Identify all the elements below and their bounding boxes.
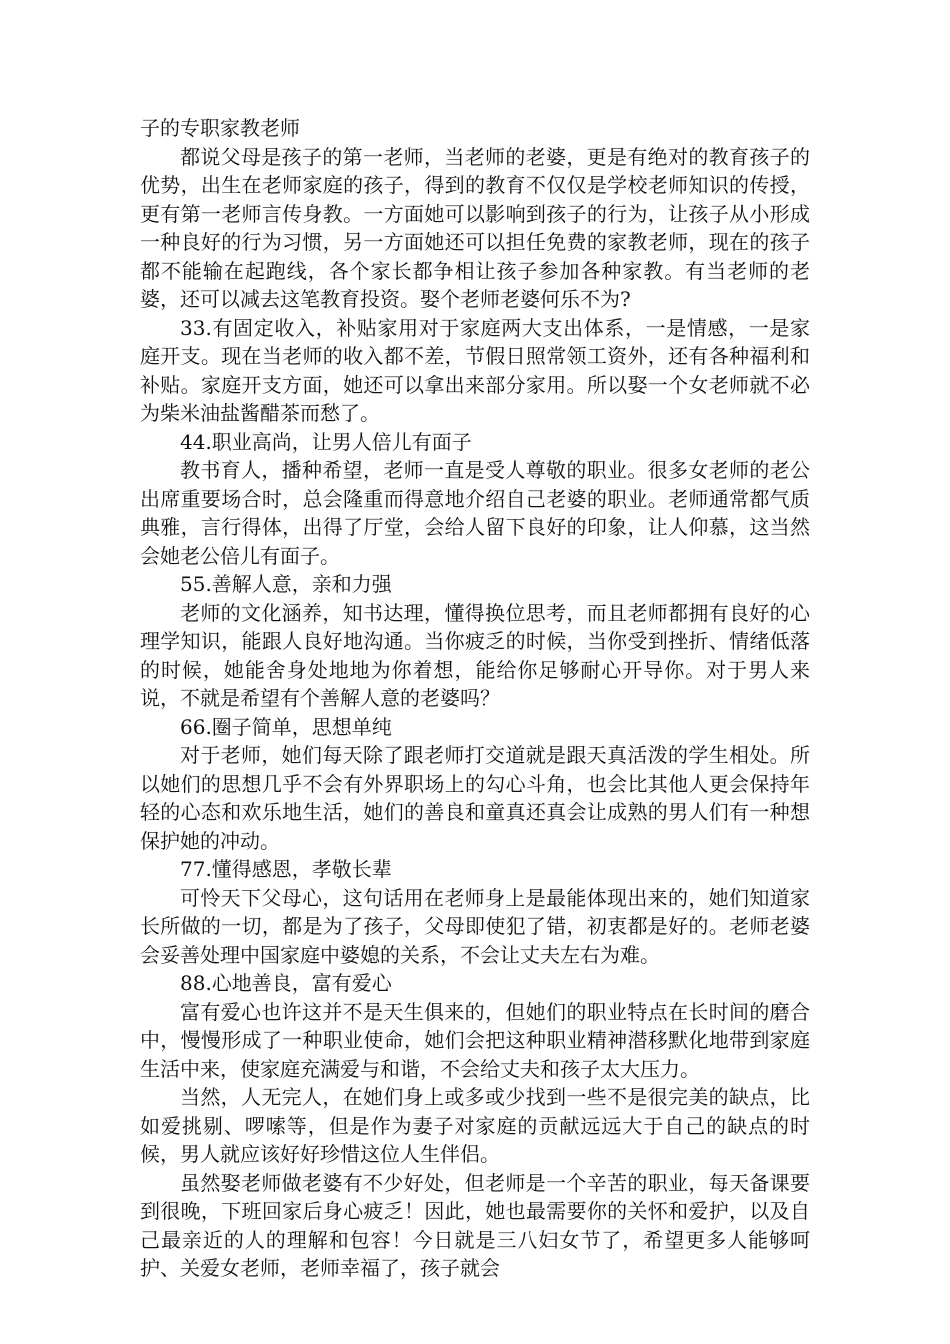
paragraph-8: 对于老师，她们每天除了跟老师打交道就是跟天真活泼的学生相处。所以她们的思想几乎不会有外界职场上的勾心斗角，也会比其他人更会保持年轻的心态和欢乐地生活，她们的善良和童真还真会让成熟的男人们有一种想保护她的冲动。 [140,743,810,853]
section-heading-6: 66.圈子简单，思想单纯 [180,714,392,739]
paragraph-0: 子的专职家教老师 [140,116,300,140]
paragraph-13: 当然，人无完人，在她们身上或多或少找到一些不是很完美的缺点，比如爱挑剔、啰嗦等，但是作为妻子对家庭的贡献远远大于自己的缺点的时候，男人就应该好好珍惜这位人生伴侣。 [140,1085,810,1166]
section-heading-8: 88.心地善良，富有爱心 [180,971,392,995]
paragraph-4: 教书育人，播种希望，老师一直是受人尊敬的职业。很多女老师的老公出席重要场合时，总会隆重而得意地介绍自己老婆的职业。老师通常都气质典雅，言行得体，出得了厅堂，会给人留下良好的印象，让人仰慕，这当然会她老公倍儿有面子。 [140,458,810,568]
paragraph-14: 虽然娶老师做老婆有不少好处，但老师是一个辛苦的职业，每天备课要到很晚，下班回家后身心疲乏！因此，她也最需要你的关怀和爱护，以及自己最亲近的人的理解和包容！今日就是三八妇女节了，希望更多人能够呵护、关爱女老师，老师幸福了，孩子就会 [140,1170,810,1280]
section-heading-5: 55.善解人意，亲和力强 [180,572,392,596]
paragraph-10: 可怜天下父母心，这句话用在老师身上是最能体现出来的，她们知道家长所做的一切，都是为了孩子，父母即使犯了错，初衷都是好的。老师老婆会妥善处理中国家庭中婆媳的关系，不会让丈夫左右为难。 [140,885,810,967]
paragraph-1: 都说父母是孩子的第一老师，当老师的老婆，更是有绝对的教育孩子的优势，出生在老师家庭的孩子，得到的教育不仅仅是学校老师知识的传授，更有第一老师言传身教。一方面她可以影响到孩子的行为，让孩子从小形成一种良好的行为习惯，另一方面她还可以担任免费的家教老师，现在的孩子都不能输在起跑线，各个家长都争相让孩子参加各种家教。有当老师的老婆，还可以减去这笔教育投资。娶个老师老婆何乐不为? [140,144,810,311]
section-heading-7: 77.懂得感恩，孝敬长辈 [180,857,392,881]
section-heading-4: 44.职业高尚，让男人倍儿有面子 [180,429,472,454]
paragraph-12: 富有爱心也许这并不是天生俱来的，但她们的职业特点在长时间的磨合中，慢慢形成了一种职业使命，她们会把这种职业精神潜移默化地带到家庭生活中来，使家庭充满爱与和谐，不会给丈夫和孩子太大压力。 [140,999,810,1081]
paragraph-2: 33.有固定收入，补贴家用对于家庭两大支出体系，一是情感，一是家庭开支。现在当老师的收入都不差，节假日照常领工资外，还有各种福利和补贴。家庭开支方面，她还可以拿出来部分家用。所以娶一个女老师就不必为柴米油盐酱醋茶而愁了。 [140,315,810,425]
paragraph-6: 老师的文化涵养，知书达理，懂得换位思考，而且老师都拥有良好的心理学知识，能跟人良好地沟通。当你疲乏的时候，当你受到挫折、情绪低落的时候，她能舍身处地地为你着想，能给你足够耐心开导你。对于男人来说，不就是希望有个善解人意的老婆吗？ [140,600,810,710]
document-page [140,114,810,1283]
